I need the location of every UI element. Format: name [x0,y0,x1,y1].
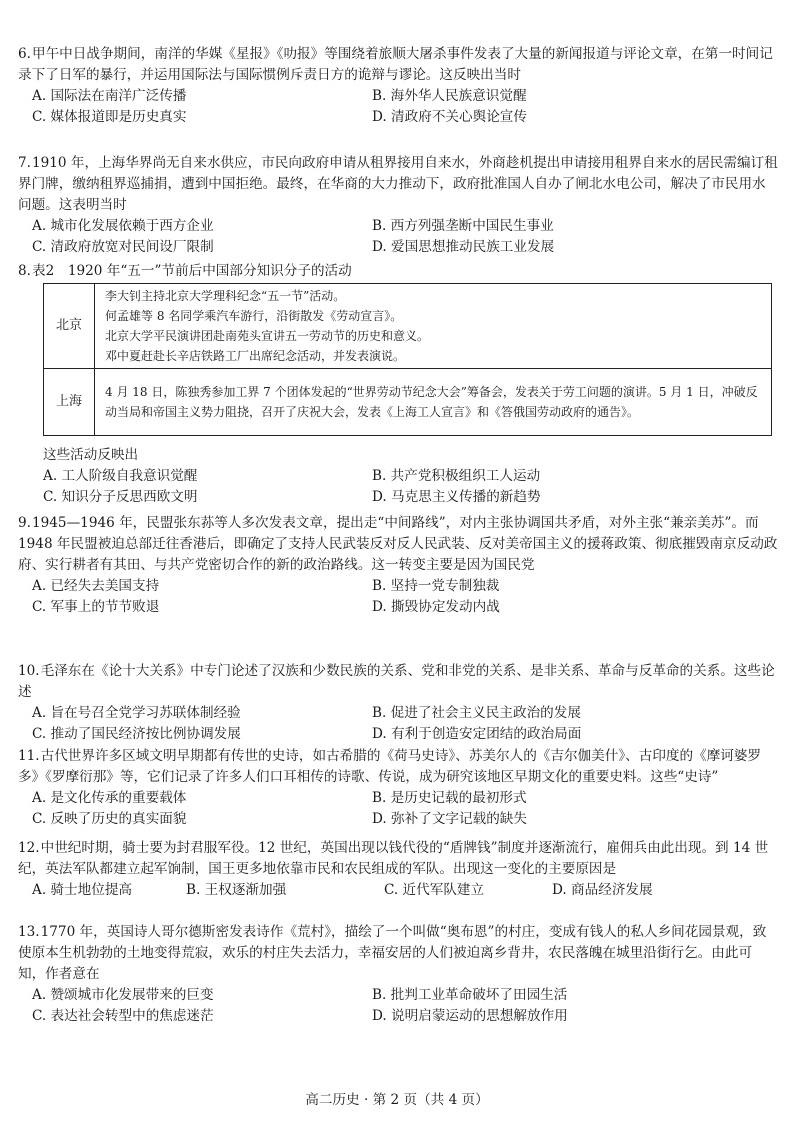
question-8 [18,261,778,282]
option-b: B. 西方列强垄断中国民生事业 [372,218,554,234]
question-13 [18,922,778,1027]
option-d: D. 马克思主义传播的新趋势 [372,489,541,505]
activity-line: 北京大学平民演讲团赴南苑头宣讲五一劳动节的历史和意义。 [105,329,430,343]
options-row [18,880,778,901]
option-c: C. 媒体报道即是历史真实 [32,109,187,125]
option-a: A. 旨在号召全党学习苏联体制经验 [32,705,241,721]
option-b: B. 海外华人民族意识觉醒 [372,88,527,104]
question-number: 9. [18,515,31,531]
option-d: D. 商品经济发展 [552,882,653,898]
options-row [18,788,778,809]
city-cell: 上海 [44,369,95,436]
option-c: C. 表达社会转型中的焦虑迷茫 [32,1008,214,1024]
activity-line: 4 月 18 日，陈独秀参加工界 7 个团体发起的“世界劳动节纪念大会”筹备会，发表关于劳工问题的演讲。5 月 1 日，冲破反动当局和帝国主义势力阻挠，召开了庆祝大会，发表《上海工人宣言》和《答俄国劳动政府的通告》。 [105,385,758,419]
table-caption: 表2 1920 年“五一”节前后中国部分知识分子的活动 [31,263,352,279]
options-row [18,1006,778,1027]
option-b: B. 王权逐渐加强 [186,882,287,898]
option-d: D. 说明启蒙运动的思想解放作用 [372,1008,568,1024]
option-d: D. 清政府不关心舆论宣传 [372,109,527,125]
option-c: C. 反映了历史的真实面貌 [32,811,187,827]
question-number: 6. [18,46,31,62]
option-b: B. 共产党积极组织工人运动 [372,468,541,484]
option-c: C. 推动了国民经济按比例协调发展 [32,726,241,742]
option-a: A. 赞颂城市化发展带来的巨变 [32,987,214,1003]
page-footer: 高二历史 · 第 2 页（共 4 页） [305,1092,489,1108]
option-a: A. 骑士地位提高 [32,882,133,898]
option-c: C. 清政府放宽对民间设厂限制 [32,239,214,255]
option-d: D. 弥补了文字记载的缺失 [372,811,527,827]
question-number: 8. [18,263,31,279]
option-d: D. 撕毁协定发动内战 [372,599,500,615]
question-stem: 这些活动反映出 [43,447,139,463]
activity-line: 何孟雄等 8 名同学乘汽车游行，沿街散发《劳动宣言》。 [105,309,403,323]
option-c: C. 知识分子反思西欧文明 [43,489,198,505]
options-row [18,237,778,258]
option-a: A. 是文化传承的重要载体 [32,790,187,806]
table-row [44,284,772,369]
activity-line: 李大钊主持北京大学理科纪念“五一节”活动。 [105,289,346,303]
option-a: A. 城市化发展依赖于西方企业 [32,218,214,234]
question-6 [18,44,778,128]
city-cell: 北京 [44,284,95,369]
option-a: A. 工人阶级自我意识觉醒 [43,468,198,484]
options-row [18,809,778,830]
question-stem: 1910 年，上海华界尚无自来水供应，市民向政府申请从租界接用自来水，外商趁机提出申请接用租界自来水的居民需编订租界门牌，缴纳租界巡捕捐，遭到中国拒绝。最终，在华商的大力推动下，政府批准国人自办了闸北水电公司，解决了市民用水问题。这表明当时 [18,155,778,213]
content-cell [95,284,772,369]
option-b: B. 批判工业革命破坏了田园生活 [372,987,568,1003]
question-number: 12. [18,840,40,856]
question-number: 7. [18,155,31,171]
question-stem: 甲午中日战争期间，南洋的华媒《星报》《叻报》等围绕着旅顺大屠杀事件发表了大量的新闻报道与评论文章，在第一时间记录下了日军的暴行，并运用国际法与国际惯例斥责日方的诡辩与谬论。这反映出当时 [18,46,773,83]
options-row [18,216,778,237]
question-number: 10. [18,663,40,679]
option-a: A. 已经失去美国支持 [32,578,160,594]
option-b: B. 是历史记载的最初形式 [372,790,527,806]
options-row [18,86,778,107]
options-row [18,107,778,128]
options-row [18,985,778,1006]
question-7 [18,153,778,258]
option-d: D. 爱国思想推动民族工业发展 [372,239,555,255]
content-cell [95,369,772,436]
question-10 [18,661,778,745]
question-stem: 古代世界许多区域文明早期都有传世的史诗，如古希腊的《荷马史诗》、苏美尔人的《吉尔伽美什》、古印度的《摩诃婆罗多》《罗摩衍那》等，它们记录了许多人们口耳相传的诗歌、传说，成为研究该地区早期文化的重要史料。这些“史诗” [18,748,762,785]
question-number: 11. [18,748,40,764]
option-d: D. 有利于创造安定团结的政治局面 [372,726,582,742]
question-11 [18,746,778,830]
option-c: C. 近代军队建立 [384,882,485,898]
question-number: 13. [18,924,40,940]
question-stem: 1770 年，英国诗人哥尔德斯密发表诗作《荒村》，描绘了一个叫做“奥布恩”的村庄，变成有钱人的私人乡间花园景观，致使原本生机勃勃的土地变得荒寂，欢乐的村庄失去活力，幸福安居的人们被迫离乡背井，农民落魄在城里沿街行乞。由此可知，作者意在 [18,924,767,982]
option-c: C. 军事上的节节败退 [32,599,160,615]
question-stem: 1945—1946 年，民盟张东荪等人多次发表文章，提出走“中间路线”，对内主张协调国共矛盾，对外主张“兼亲美苏”。而 1948 年民盟被迫总部迁往香港后，即确定了支持人民武装反对反人民武装、反对美帝国主义的援蒋政策、彻底摧毁南京反动政府、实行耕者有其田、与共产党密切合作的新的政治路线。这一转变主要是因为国民党 [18,515,778,573]
options-row [18,724,778,745]
option-b: B. 坚持一党专制独裁 [372,578,500,594]
activity-table [43,283,772,436]
option-a: A. 国际法在南洋广泛传播 [32,88,187,104]
question-9 [18,513,778,618]
options-row [18,703,778,724]
question-8-options [18,445,778,508]
options-row [18,576,778,597]
activity-line: 邓中夏赶赴长辛店铁路工厂出席纪念活动，并发表演说。 [105,349,406,363]
option-b: B. 促进了社会主义民主政治的发展 [372,705,581,721]
question-12 [18,838,778,901]
question-stem: 毛泽东在《论十大关系》中专门论述了汉族和少数民族的关系、党和非党的关系、是非关系、革命与反革命的关系。这些论述 [18,663,775,700]
options-row [18,466,778,487]
question-stem: 中世纪时期，骑士要为封君服军役。12 世纪，英国出现以钱代役的“盾牌钱”制度并逐渐流行，雇佣兵由此出现。到 14 世纪，英法军队都建立起军饷制，国王更多地依靠市民和农民组成的军队。出现这一变化的主要原因是 [18,840,769,877]
options-row [18,487,778,508]
options-row [18,597,778,618]
table-row [44,369,772,436]
